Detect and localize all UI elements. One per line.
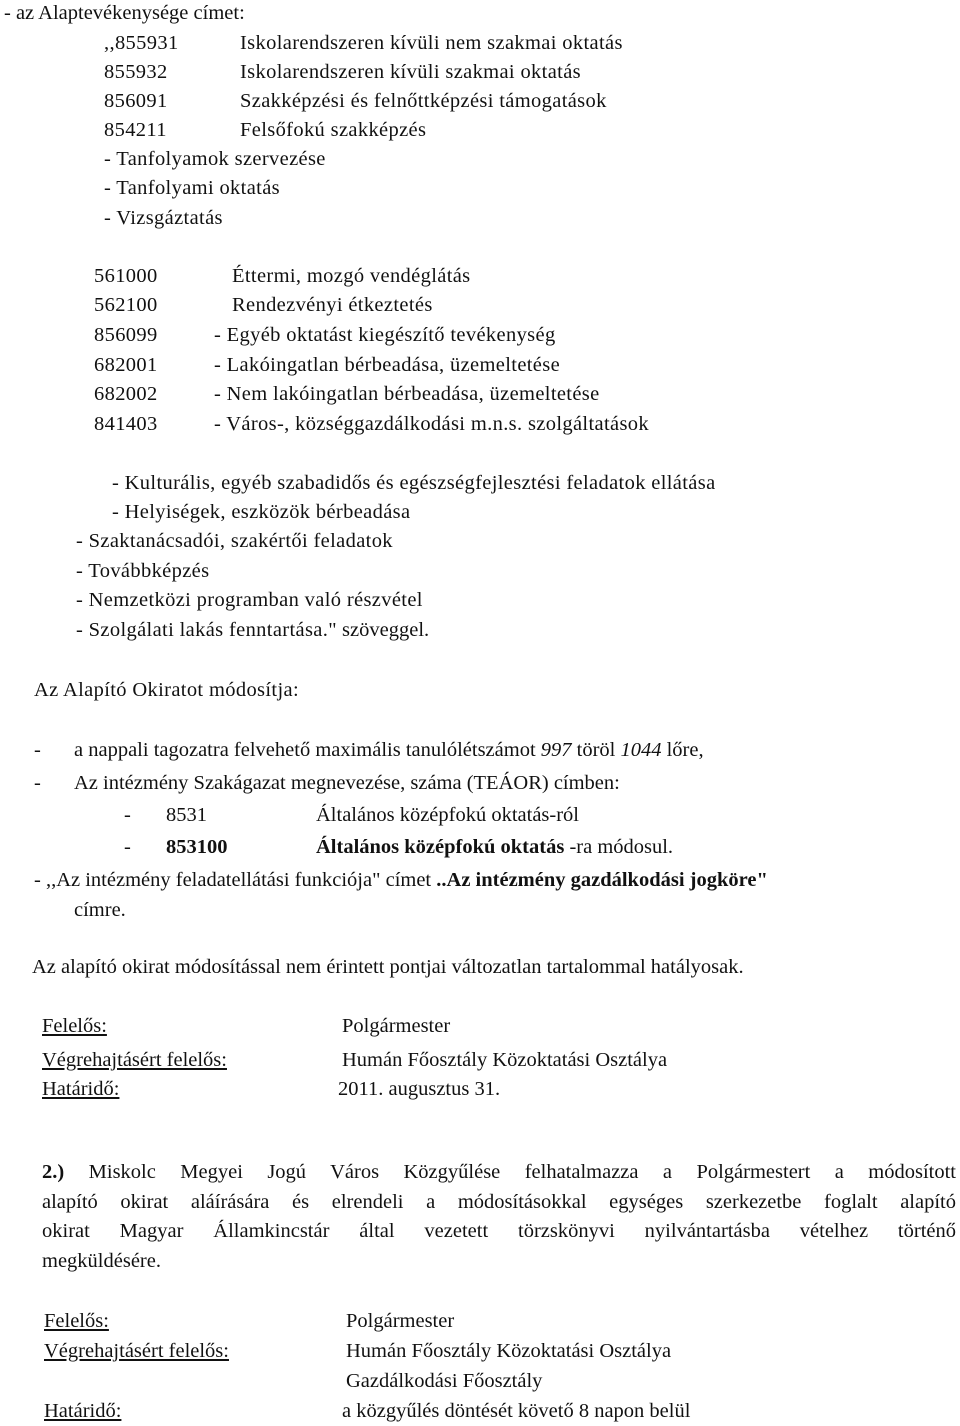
code: 682001 (94, 354, 158, 376)
code-description: Éttermi, mozgó vendéglátás (232, 265, 471, 287)
executor-value: Humán Főosztály Közoktatási Osztálya (346, 1340, 672, 1362)
point-2-line (42, 1162, 956, 1183)
code-description: - Város-, községgazdálkodási m.n.s. szolgáltatások (214, 413, 649, 435)
executor-value: Gazdálkodási Főosztály (346, 1370, 543, 1392)
point-2-line: alapító okirat aláírására és elrendeli a módosításokkal egységes szerkezetbe foglalt alapító (42, 1191, 956, 1213)
code: 855932 (104, 61, 168, 83)
dash: - (34, 772, 41, 794)
responsible-value: Polgármester (342, 1015, 451, 1037)
code-description: - Nem lakóingatlan bérbeadása, üzemeltetése (214, 383, 600, 405)
point-2-line: okirat Magyar Államkincstár által vezetett törzskönyvi nyilvántartásba vételhez történő (42, 1220, 956, 1242)
deadline-value: 2011. augusztus 31. (338, 1078, 501, 1100)
code: 854211 (104, 119, 167, 141)
code-description-suffix: -ra módosul. (564, 836, 674, 858)
amendment-text: Az intézmény Szakágazat megnevezése, száma (TEÁOR) címben: (74, 772, 620, 794)
executor-label: Végrehajtásért felelős: (42, 1049, 227, 1071)
code: 561000 (94, 265, 158, 287)
activity-item: - Nemzetközi programban való részvétel (76, 589, 423, 611)
amendment-heading: Az Alapító Okiratot módosítja: (34, 679, 300, 701)
amendment-text (34, 870, 768, 891)
sub-item: - Vizsgáztatás (104, 207, 223, 229)
responsible-value: Polgármester (346, 1310, 455, 1332)
dash: - (124, 836, 131, 858)
amendment-pre: - ,,Az intézmény feladatellátási funkciója" címet (34, 869, 437, 891)
amendment-mid: töröl (571, 739, 621, 761)
activity-item: - Továbbképzés (76, 560, 210, 582)
dash: - (124, 804, 131, 826)
amendment-post: lőre, (661, 739, 704, 761)
activity-item: - Szaktanácsadói, szakértői feladatok (76, 530, 393, 552)
point-2-text: Miskolc Megyei Jogú Város Közgyűlése felhatalmazza a Polgármestert a módosított (88, 1161, 956, 1183)
point-2-line: megküldésére. (42, 1250, 161, 1272)
code-description: Iskolarendszeren kívüli szakmai oktatás (240, 61, 581, 83)
deadline-label: Határidő: (44, 1400, 122, 1422)
activity-text: - Szolgálati lakás fenntartása." (76, 619, 337, 641)
sub-item: - Tanfolyami oktatás (104, 177, 280, 199)
code: 8531 (166, 804, 207, 826)
deadline-label: Határidő: (42, 1078, 120, 1100)
deadline-value: a közgyűlés döntését követő 8 napon belül (342, 1400, 691, 1422)
code: 562100 (94, 294, 158, 316)
activity-item-last (76, 620, 429, 641)
code-description: Felsőfokú szakképzés (240, 119, 427, 141)
amendment-bold: ..Az intézmény gazdálkodási jogköre" (436, 869, 768, 891)
code-description: Iskolarendszeren kívüli nem szakmai oktatás (240, 32, 623, 54)
old-value: 997 (540, 739, 572, 761)
intro-line: - az Alaptevékenysége címet: (4, 2, 245, 24)
amendment-text (74, 740, 704, 761)
executor-value: Humán Főosztály Közoktatási Osztálya (342, 1049, 668, 1071)
executor-label: Végrehajtásért felelős: (44, 1340, 229, 1362)
activity-suffix: szöveggel. (336, 619, 430, 641)
activity-item: - Helyiségek, eszközök bérbeadása (112, 501, 411, 523)
code-description: Rendezvényi étkeztetés (232, 294, 433, 316)
code-description: - Lakóingatlan bérbeadása, üzemeltetése (214, 354, 561, 376)
code-description (316, 837, 673, 858)
code: 856099 (94, 324, 158, 346)
code-description: Szakképzési és felnőttképzési támogatások (240, 90, 607, 112)
responsible-label: Felelős: (42, 1015, 107, 1037)
code: 841403 (94, 413, 158, 435)
code: 682002 (94, 383, 158, 405)
dash: - (34, 739, 41, 761)
amendment-pre: a nappali tagozatra felvehető maximális tanulólétszámot (74, 739, 541, 761)
new-value: 1044 (620, 739, 662, 761)
responsible-label: Felelős: (44, 1310, 109, 1332)
code-description: Általános középfokú oktatás-ról (316, 804, 580, 826)
amendment-continuation: címre. (74, 899, 126, 921)
code: ,,855931 (104, 32, 179, 54)
code: 856091 (104, 90, 168, 112)
code-description-bold: Általános középfokú oktatás (316, 836, 565, 858)
code-description: - Egyéb oktatást kiegészítő tevékenység (214, 324, 556, 346)
activity-item: - Kulturális, egyéb szabadidős és egészségfejlesztési feladatok ellátása (112, 472, 716, 494)
point-number: 2.) (42, 1161, 65, 1183)
unaffected-statement: Az alapító okirat módosítással nem érintett pontjai változatlan tartalommal hatályosak. (32, 956, 744, 978)
code: 853100 (166, 836, 228, 858)
sub-item: - Tanfolyamok szervezése (104, 148, 326, 170)
